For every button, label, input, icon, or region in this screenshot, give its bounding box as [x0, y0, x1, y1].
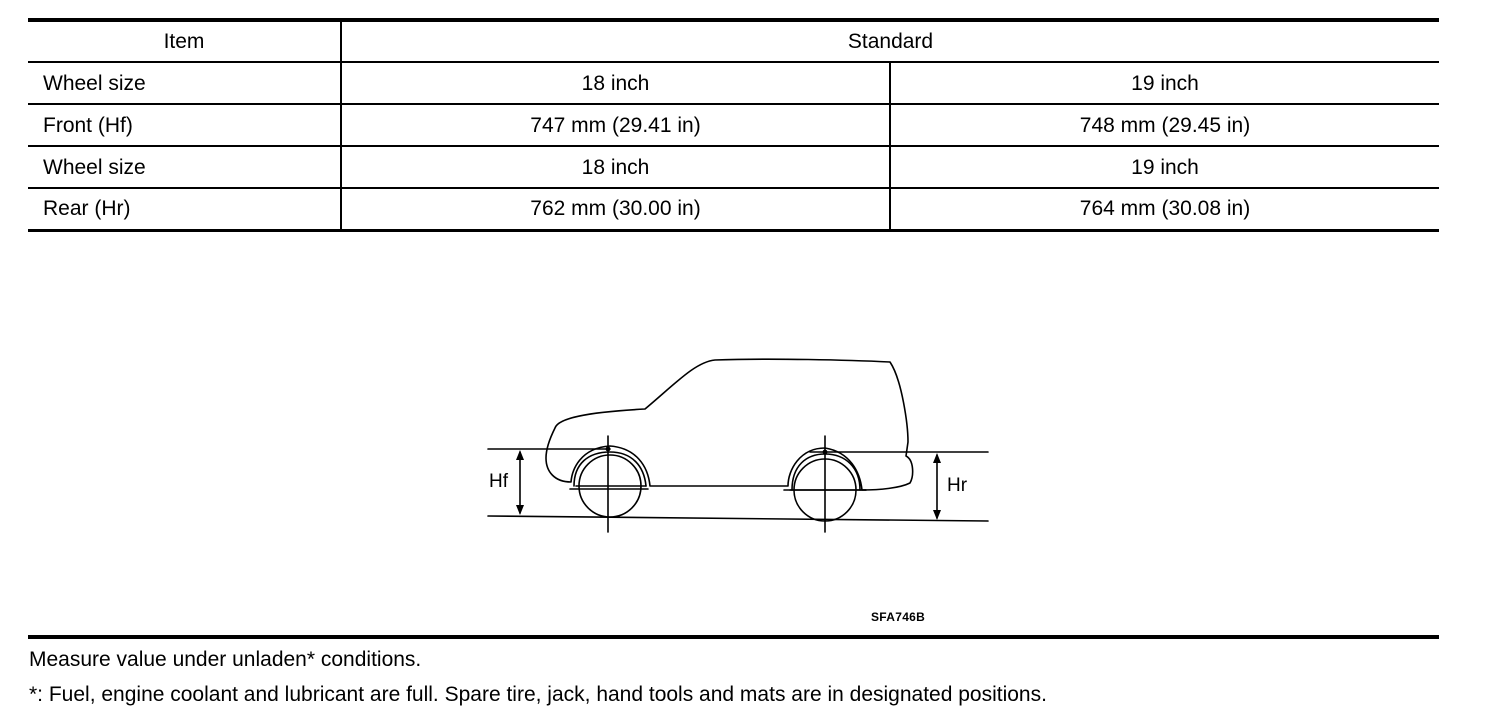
header-item: Item	[28, 20, 341, 62]
measure-note: Measure value under unladen* conditions.	[29, 648, 422, 671]
ground-clearance-table	[28, 18, 1439, 232]
row-label: Rear (Hr)	[28, 188, 341, 230]
table-row	[28, 62, 1439, 104]
row-label: Wheel size	[28, 146, 341, 188]
front-wheel-arch-top-dot	[606, 447, 611, 452]
front-height-arrow-top	[516, 450, 524, 460]
rear-height-label: Hr	[947, 475, 968, 496]
table-header-row	[28, 20, 1439, 62]
vehicle-side-view-drawing	[470, 340, 1010, 540]
rear-wheel-arch-top-dot	[823, 450, 828, 455]
vehicle-body-outline	[546, 359, 913, 490]
row-value-18: 18 inch	[341, 62, 890, 104]
row-value-18: 747 mm (29.41 in)	[341, 104, 890, 146]
table-row	[28, 188, 1439, 230]
row-value-19: 19 inch	[890, 146, 1439, 188]
table-row	[28, 146, 1439, 188]
figure-code: SFA746B	[871, 610, 926, 624]
row-value-18: 18 inch	[341, 146, 890, 188]
ground-reference-line	[488, 516, 988, 521]
front-height-label: Hf	[489, 471, 508, 492]
row-value-19: 748 mm (29.45 in)	[890, 104, 1439, 146]
section-divider	[28, 635, 1439, 639]
table-row	[28, 104, 1439, 146]
vehicle-height-diagram	[470, 340, 1010, 540]
front-height-arrow-bottom	[516, 505, 524, 515]
row-value-18: 762 mm (30.00 in)	[341, 188, 890, 230]
row-value-19: 764 mm (30.08 in)	[890, 188, 1439, 230]
header-standard: Standard	[341, 20, 1439, 62]
rear-height-arrow-bottom	[933, 510, 941, 520]
row-label: Wheel size	[28, 62, 341, 104]
unladen-footnote: *: Fuel, engine coolant and lubricant are full. Spare tire, jack, hand tools and mats are in designated positions.	[29, 683, 1047, 706]
row-label: Front (Hf)	[28, 104, 341, 146]
row-value-19: 19 inch	[890, 62, 1439, 104]
rear-height-arrow-top	[933, 453, 941, 463]
